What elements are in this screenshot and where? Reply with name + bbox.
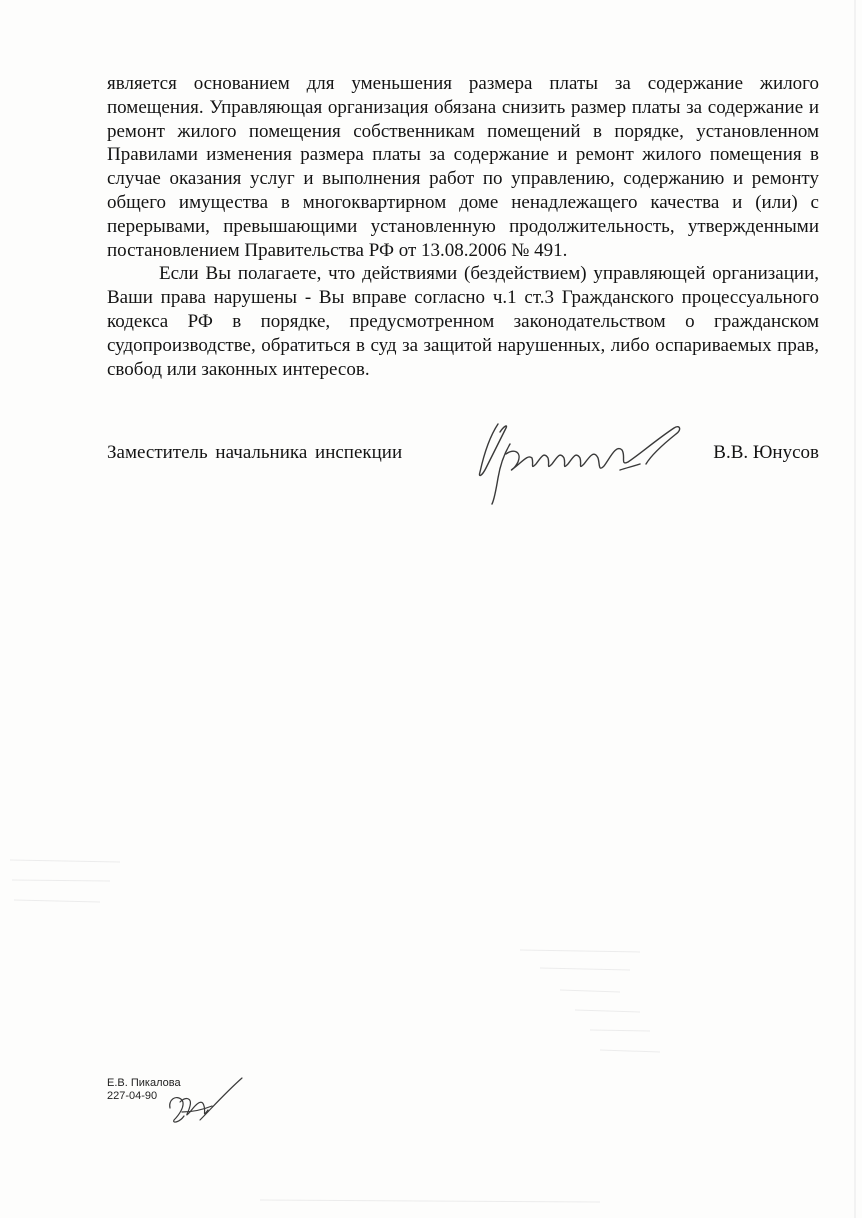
executor-name: Е.В. Пикалова xyxy=(107,1077,181,1089)
signer-title: Заместитель начальника инспекции xyxy=(107,442,403,463)
executor-initials-icon xyxy=(162,1072,246,1130)
paragraph-rent-reduction: является основанием для уменьшения размера платы за содержание жилого помещения. Управляющая организация обязана снизить размер платы за содержание и ремонт жилого помещения собственникам помещений в порядке, установленном Правилами изменения размера платы за содержание и ремонт жилого помещения в случае оказания услуг и выполнения работ по управлению, содержанию и ремонту общего имущества в многоквартирном доме ненадлежащего качества и (или) с перерывами, превышающими установленную продолжительность, утвержденными постановлением Правительства РФ от 13.08.2006 № 491. xyxy=(107,73,819,261)
letter-body xyxy=(107,72,819,381)
signer-name: В.В. Юнусов xyxy=(713,442,819,463)
signature-block xyxy=(107,441,819,471)
handwritten-signature-icon xyxy=(470,414,690,510)
executor-phone: 227-04-90 xyxy=(107,1090,158,1102)
paragraph-court-rights: Если Вы полагаете, что действиями (бездействием) управляющей организации, Ваши права нарушены - Вы вправе согласно ч.1 ст.3 Гражданского процессуального кодекса РФ в порядке, предусмотренном законодательством о гражданском судопроизводстве, обратиться в суд за защитой нарушенных, либо оспариваемых прав, свобод или законных интересов. xyxy=(107,263,819,380)
